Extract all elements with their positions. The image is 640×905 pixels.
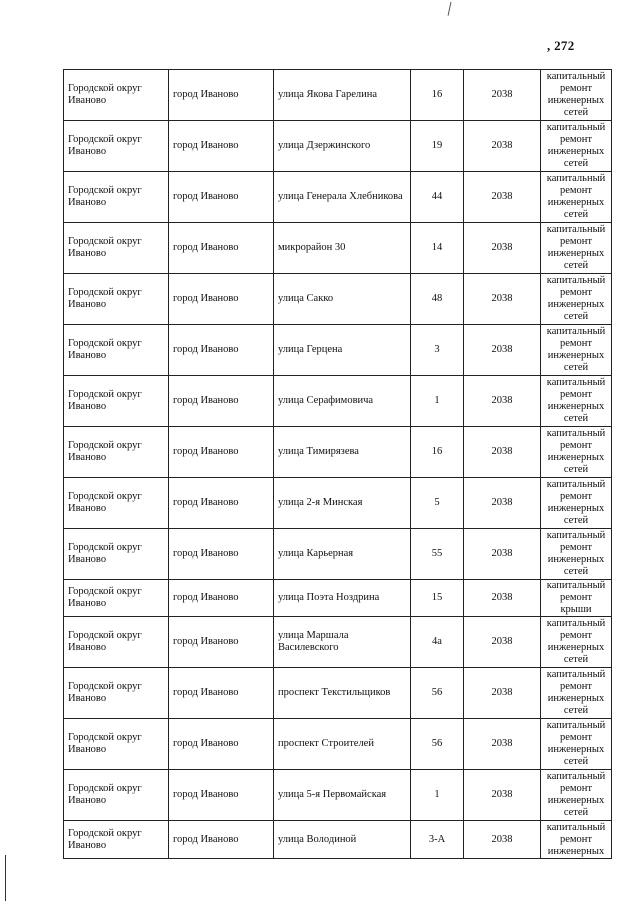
cell-house-number: 15	[411, 580, 464, 617]
cell-city: город Иваново	[169, 70, 274, 121]
cell-street: улица Тимирязева	[274, 427, 411, 478]
cell-year: 2038	[464, 274, 541, 325]
cell-house-number: 16	[411, 70, 464, 121]
cell-house-number: 44	[411, 172, 464, 223]
cell-year: 2038	[464, 325, 541, 376]
table-row	[64, 617, 612, 668]
cell-street: улица 2-я Минская	[274, 478, 411, 529]
table-row	[64, 274, 612, 325]
cell-district: Городской округ Иваново	[64, 223, 169, 274]
cell-house-number: 16	[411, 427, 464, 478]
cell-work-type: капитальный ремонт инженерных сетей	[541, 70, 612, 121]
cell-district: Городской округ Иваново	[64, 172, 169, 223]
cell-street: проспект Текстильщиков	[274, 668, 411, 719]
cell-street: улица Володиной	[274, 821, 411, 859]
cell-year: 2038	[464, 376, 541, 427]
cell-work-type: капитальный ремонт инженерных сетей	[541, 719, 612, 770]
cell-year: 2038	[464, 821, 541, 859]
cell-district: Городской округ Иваново	[64, 770, 169, 821]
cell-house-number: 1	[411, 770, 464, 821]
cell-year: 2038	[464, 223, 541, 274]
cell-year: 2038	[464, 770, 541, 821]
cell-district: Городской округ Иваново	[64, 478, 169, 529]
cell-house-number: 56	[411, 668, 464, 719]
cell-year: 2038	[464, 172, 541, 223]
cell-year: 2038	[464, 121, 541, 172]
table-row	[64, 770, 612, 821]
cell-district: Городской округ Иваново	[64, 121, 169, 172]
cell-work-type: капитальный ремонт инженерных сетей	[541, 223, 612, 274]
cell-district: Городской округ Иваново	[64, 325, 169, 376]
cell-district: Городской округ Иваново	[64, 529, 169, 580]
table-row	[64, 719, 612, 770]
table-row	[64, 668, 612, 719]
scan-pen-mark	[448, 2, 454, 16]
table-row	[64, 580, 612, 617]
cell-house-number: 5	[411, 478, 464, 529]
cell-street: улица Якова Гарелина	[274, 70, 411, 121]
cell-city: город Иваново	[169, 172, 274, 223]
cell-work-type: капитальный ремонт инженерных сетей	[541, 770, 612, 821]
cell-city: город Иваново	[169, 529, 274, 580]
cell-house-number: 55	[411, 529, 464, 580]
cell-work-type: капитальный ремонт инженерных	[541, 821, 612, 859]
cell-year: 2038	[464, 617, 541, 668]
cell-street: улица Генерала Хлебникова	[274, 172, 411, 223]
cell-year: 2038	[464, 580, 541, 617]
cell-district: Городской округ Иваново	[64, 617, 169, 668]
cell-city: город Иваново	[169, 668, 274, 719]
cell-year: 2038	[464, 668, 541, 719]
cell-work-type: капитальный ремонт инженерных сетей	[541, 427, 612, 478]
table-row	[64, 70, 612, 121]
cell-house-number: 3-А	[411, 821, 464, 859]
cell-work-type: капитальный ремонт инженерных сетей	[541, 172, 612, 223]
table-row	[64, 223, 612, 274]
cell-year: 2038	[464, 719, 541, 770]
cell-city: город Иваново	[169, 223, 274, 274]
table-row	[64, 478, 612, 529]
cell-work-type: капитальный ремонт инженерных сетей	[541, 668, 612, 719]
cell-city: город Иваново	[169, 580, 274, 617]
page-number: , 272	[547, 38, 575, 53]
cell-city: город Иваново	[169, 719, 274, 770]
table-row	[64, 427, 612, 478]
cell-house-number: 14	[411, 223, 464, 274]
cell-street: улица Сакко	[274, 274, 411, 325]
cell-work-type: капитальный ремонт инженерных сетей	[541, 376, 612, 427]
cell-street: проспект Строителей	[274, 719, 411, 770]
cell-district: Городской округ Иваново	[64, 668, 169, 719]
cell-work-type: капитальный ремонт инженерных сетей	[541, 529, 612, 580]
cell-year: 2038	[464, 427, 541, 478]
cell-work-type: капитальный ремонт инженерных сетей	[541, 121, 612, 172]
cell-city: город Иваново	[169, 427, 274, 478]
cell-work-type: капитальный ремонт инженерных сетей	[541, 617, 612, 668]
cell-district: Городской округ Иваново	[64, 376, 169, 427]
cell-city: город Иваново	[169, 121, 274, 172]
cell-house-number: 19	[411, 121, 464, 172]
cell-work-type: капитальный ремонт крыши	[541, 580, 612, 617]
table-body	[64, 70, 612, 859]
cell-street: микрорайон 30	[274, 223, 411, 274]
cell-house-number: 48	[411, 274, 464, 325]
cell-city: город Иваново	[169, 325, 274, 376]
cell-city: город Иваново	[169, 821, 274, 859]
cell-city: город Иваново	[169, 478, 274, 529]
cell-district: Городской округ Иваново	[64, 580, 169, 617]
table-row	[64, 529, 612, 580]
cell-street: улица Поэта Ноздрина	[274, 580, 411, 617]
cell-city: город Иваново	[169, 274, 274, 325]
cell-city: город Иваново	[169, 770, 274, 821]
cell-year: 2038	[464, 529, 541, 580]
cell-house-number: 56	[411, 719, 464, 770]
cell-house-number: 1	[411, 376, 464, 427]
cell-street: улица Карьерная	[274, 529, 411, 580]
housing-repair-table	[63, 69, 612, 859]
cell-house-number: 3	[411, 325, 464, 376]
cell-district: Городской округ Иваново	[64, 274, 169, 325]
table-row	[64, 376, 612, 427]
cell-work-type: капитальный ремонт инженерных сетей	[541, 478, 612, 529]
table-row	[64, 821, 612, 859]
cell-street: улица Дзержинского	[274, 121, 411, 172]
cell-street: улица Герцена	[274, 325, 411, 376]
cell-city: город Иваново	[169, 376, 274, 427]
cell-house-number: 4а	[411, 617, 464, 668]
cell-year: 2038	[464, 478, 541, 529]
cell-district: Городской округ Иваново	[64, 821, 169, 859]
cell-district: Городской округ Иваново	[64, 719, 169, 770]
cell-street: улица Серафимовича	[274, 376, 411, 427]
cell-work-type: капитальный ремонт инженерных сетей	[541, 274, 612, 325]
cell-district: Городской округ Иваново	[64, 427, 169, 478]
cell-district: Городской округ Иваново	[64, 70, 169, 121]
cell-street: улица 5-я Первомайская	[274, 770, 411, 821]
table-row	[64, 121, 612, 172]
table-row	[64, 172, 612, 223]
cell-work-type: капитальный ремонт инженерных сетей	[541, 325, 612, 376]
cell-city: город Иваново	[169, 617, 274, 668]
scan-margin-line	[5, 855, 6, 901]
cell-year: 2038	[464, 70, 541, 121]
cell-street: улица Маршала Василевского	[274, 617, 411, 668]
table-row	[64, 325, 612, 376]
